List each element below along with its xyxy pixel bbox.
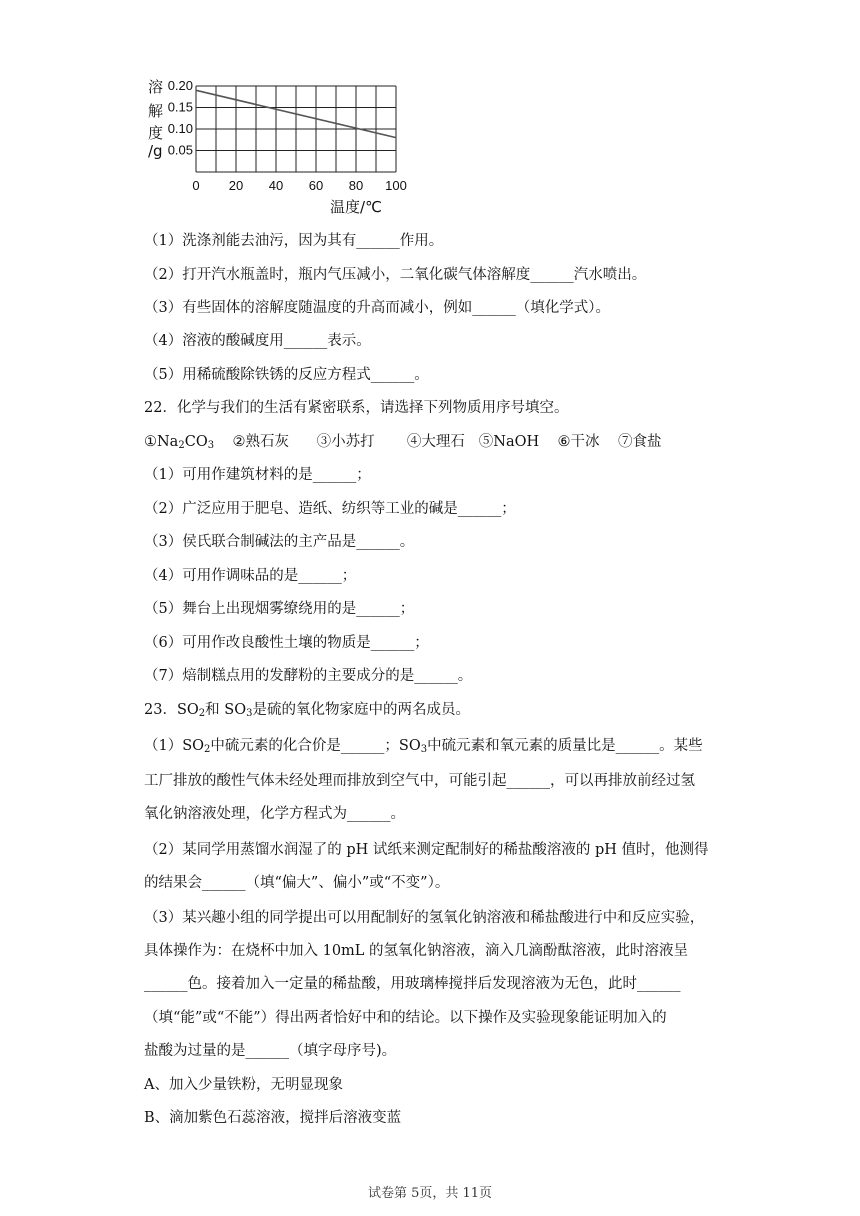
y-tick-label: 0.20 [167, 78, 193, 93]
option-a: A、加入少量铁粉，无明显现象 [144, 1077, 343, 1093]
q22-part4: （4）可用作调味品的是______； [144, 568, 357, 584]
question-23 [144, 703, 470, 718]
question-22: 22．化学与我们的生活有紧密联系，请选择下列物质用序号填空。 [144, 400, 569, 416]
x-tick-label: 0 [192, 178, 200, 193]
q23-part3-line5: 盐酸为过量的是______（填字母序号)。 [144, 1043, 397, 1059]
x-tick-label: 80 [348, 178, 364, 193]
q23-part1-line1 [144, 739, 703, 754]
q23-text-b: 和 SO [205, 702, 247, 718]
q23-1-sub-2: 3 [420, 744, 428, 755]
q22-part3: （3）侯氏联合制碱法的主产品是______。 [144, 534, 415, 550]
q23-part3-line2: 具体操作为：在烧杯中加入 10mL 的氢氧化钠溶液，滴入几滴酚酞溶液，此时溶液呈 [144, 943, 689, 959]
q21-part3: （3）有些固体的溶解度随温度的升高而减小，例如______（填化学式）。 [144, 300, 610, 316]
q21-part1: （1）洗涤剂能去油污，因为其有______作用。 [144, 233, 444, 249]
y-tick-label: 0.05 [167, 142, 193, 158]
q22-part5: （5）舞台上出现烟雾缭绕用的是______； [144, 601, 415, 617]
ylabel-char-3: 度 [148, 124, 164, 142]
options-rest: ②熟石灰 ③小苏打 ④大理石 ⑤NaOH ⑥干冰 ⑦食盐 [214, 434, 662, 450]
ylabel-char-1: 溶 [148, 78, 164, 96]
option-na2co3-sub2: 3 [207, 440, 215, 451]
y-tick-label: 0.15 [167, 99, 193, 115]
q23-part1-line2: 工厂排放的酸性气体未经处理而排放到空气中，可能引起______，可以再排放前经过氢 [144, 773, 695, 789]
chart-plot [140, 74, 440, 224]
solubility-chart [140, 74, 440, 224]
q23-sub-1: 2 [198, 708, 206, 719]
option-na2co3-sub1: 2 [178, 440, 185, 451]
q22-part6: （6）可用作改良酸性土壤的物质是______； [144, 635, 429, 651]
q23-part1-line3: 氧化钠溶液处理，化学方程式为______。 [144, 806, 405, 822]
x-tick-label: 20 [228, 178, 244, 193]
q23-part2-line2: 的结果会______（填“偏大”、偏小”或“不变”）。 [144, 875, 450, 891]
q22-part2: （2）广泛应用于肥皂、造纸、纺织等工业的碱是______； [144, 501, 516, 517]
q21-part5: （5）用稀硫酸除铁锈的反应方程式______。 [144, 367, 429, 383]
q23-sub-2: 3 [246, 708, 253, 719]
q21-part2: （2）打开汽水瓶盖时，瓶内气压减小，二氧化碳气体溶解度______汽水喷出。 [144, 267, 647, 283]
q23-part2-line1: （2）某同学用蒸馏水润湿了的 pH 试纸来测定配制好的稀盐酸溶液的 pH 值时，他测得 [144, 842, 709, 858]
y-tick-label: 0.10 [167, 121, 193, 136]
x-tick-label: 60 [308, 178, 324, 193]
option-b: B、滴加紫色石蕊溶液，搅拌后溶液变蓝 [144, 1110, 402, 1126]
q22-options [144, 435, 662, 450]
q23-part3-line4: （填“能”或“不能”）得出两者恰好中和的结论。以下操作及实验现象能证明加入的 [144, 1010, 667, 1026]
x-tick-label: 40 [268, 178, 284, 193]
q22-part7: （7）焙制糕点用的发酵粉的主要成分的是______。 [144, 668, 473, 684]
x-axis-label: 温度/℃ [330, 198, 382, 216]
q23-text-a: 23．SO [144, 702, 199, 718]
q23-text-c: 是硫的氧化物家庭中的两名成员。 [252, 702, 470, 718]
q23-1-sub-1: 2 [204, 744, 211, 755]
page-footer: 试卷第 5页，共 11页 [367, 1186, 493, 1201]
q21-part4: （4）溶液的酸碱度用______表示。 [144, 333, 371, 349]
q23-part3-line3: ______色。接着加入一定量的稀盐酸，用玻璃棒搅拌后发现溶液为无色，此时______ [144, 976, 681, 992]
ylabel-char-4: /g [148, 142, 163, 160]
option-na2co3-mid: CO [184, 434, 208, 450]
q22-part1: （1）可用作建筑材料的是______； [144, 467, 371, 483]
q23-part3-line1: （3）某兴趣小组的同学提出可以用配制好的氢氧化钠溶液和稀盐酸进行中和反应实验， [144, 910, 705, 926]
q23-1-text-c: 中硫元素和氧元素的质量比是______。某些 [427, 738, 703, 754]
option-na2co3-a: ①Na [144, 434, 179, 450]
q23-1-text-b: 中硫元素的化合价是______；SO [210, 738, 421, 754]
x-tick-label: 100 [385, 178, 407, 193]
q23-1-text-a: （1）SO [144, 738, 205, 754]
ylabel-char-2: 解 [148, 102, 164, 120]
